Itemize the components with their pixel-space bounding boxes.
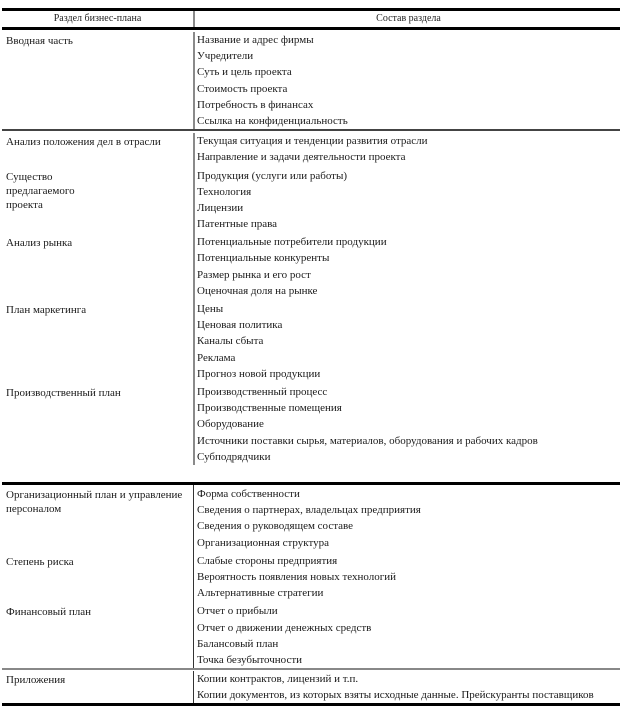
business-plan-table-part1 bbox=[2, 8, 620, 465]
list-item: Оборудование bbox=[197, 418, 264, 431]
header-contents-column: Состав раздела bbox=[193, 11, 620, 27]
list-item: Копии документов, из которых взяты исходные данные. Прейскуранты поставщиков bbox=[197, 689, 594, 702]
table-row-project-essence bbox=[2, 168, 620, 235]
section-items bbox=[193, 671, 620, 703]
section-title: Степень риска bbox=[6, 555, 74, 568]
section-title: Организационный план и управление персоналом bbox=[6, 489, 183, 515]
list-item: Стоимость проекта bbox=[197, 82, 288, 95]
section-title: Приложения bbox=[6, 674, 66, 687]
list-item: Ссылка на конфиденциальность bbox=[197, 114, 348, 127]
list-item: Точка безубыточности bbox=[197, 653, 303, 666]
list-item: Размер рынка и его рост bbox=[197, 268, 311, 281]
table-row-industry-analysis bbox=[2, 131, 620, 167]
list-item: Потребность в финансах bbox=[197, 98, 314, 111]
table-row-risk-degree bbox=[2, 553, 620, 604]
list-item: Отчет о прибыли bbox=[197, 605, 278, 618]
section-title: Финансовый план bbox=[6, 606, 91, 619]
list-item: Цены bbox=[197, 303, 224, 315]
section-title: Производственный план bbox=[6, 386, 121, 399]
list-item: Сведения о руководящем составе bbox=[197, 520, 354, 533]
list-item: Каналы сбыта bbox=[197, 335, 264, 348]
list-item: Технология bbox=[197, 185, 252, 198]
list-item: Балансовый план bbox=[197, 637, 279, 650]
list-item: Отчет о движении денежных средств bbox=[197, 621, 372, 634]
list-item: Потенциальные конкуренты bbox=[197, 252, 330, 265]
section-items bbox=[193, 168, 620, 235]
list-item: Направление и задачи деятельности проекта bbox=[197, 151, 406, 164]
list-item: Оценочная доля на рынке bbox=[197, 284, 318, 297]
section-items bbox=[193, 234, 620, 301]
table-row-appendices bbox=[2, 670, 620, 706]
list-item: Учредители bbox=[197, 50, 254, 63]
business-plan-table-part2 bbox=[2, 482, 620, 706]
list-item: Производственный процесс bbox=[197, 385, 328, 398]
table-header-row bbox=[2, 11, 620, 30]
section-items bbox=[193, 32, 620, 129]
header-section-column: Раздел бизнес-плана bbox=[53, 13, 142, 24]
list-item: Реклама bbox=[197, 351, 236, 364]
list-item: Потенциальные потребители продукции bbox=[197, 236, 387, 249]
table-row-financial-plan bbox=[2, 603, 620, 668]
list-item: Сведения о партнерах, владельцах предприятия bbox=[197, 504, 421, 517]
list-item: Производственные помещения bbox=[197, 402, 342, 415]
section-items bbox=[193, 133, 620, 167]
list-item: Название и адрес фирмы bbox=[197, 34, 314, 46]
list-item: Организационная структура bbox=[197, 536, 329, 549]
section-title: Вводная часть bbox=[6, 35, 73, 47]
list-item: Источники поставки сырья, материалов, оборудования и рабочих кадров bbox=[197, 434, 538, 447]
section-items bbox=[193, 485, 620, 553]
table-row-production-plan bbox=[2, 384, 620, 465]
section-items bbox=[193, 603, 620, 668]
table-row-marketing-plan bbox=[2, 301, 620, 384]
list-item: Копии контрактов, лицензий и т.п. bbox=[197, 673, 359, 686]
list-item: Вероятность появления новых технологий bbox=[197, 570, 397, 583]
table-row-organizational-plan bbox=[2, 485, 620, 553]
table-row-introduction bbox=[2, 30, 620, 129]
list-item: Прогноз новой продукции bbox=[197, 367, 321, 380]
list-item: Патентные права bbox=[197, 218, 278, 231]
list-item: Текущая ситуация и тенденции развития отрасли bbox=[197, 135, 428, 148]
section-title: План маркетинга bbox=[6, 304, 87, 316]
list-item: Ценовая политика bbox=[197, 319, 283, 332]
list-item: Субподрядчики bbox=[197, 450, 271, 463]
list-item: Альтернативные стратегии bbox=[197, 587, 324, 600]
section-items bbox=[193, 553, 620, 604]
list-item: Суть и цель проекта bbox=[197, 66, 292, 79]
table-row-market-analysis bbox=[2, 234, 620, 301]
section-title: Анализ рынка bbox=[6, 237, 73, 250]
list-item: Форма собственности bbox=[197, 488, 300, 500]
section-items bbox=[193, 384, 620, 465]
section-title: Существо предлагаемого проекта bbox=[6, 170, 75, 211]
list-item: Слабые стороны предприятия bbox=[197, 554, 338, 567]
section-title: Анализ положения дел в отрасли bbox=[6, 136, 161, 149]
list-item: Лицензии bbox=[197, 201, 244, 214]
section-items bbox=[193, 301, 620, 384]
list-item: Продукция (услуги или работы) bbox=[197, 169, 348, 182]
